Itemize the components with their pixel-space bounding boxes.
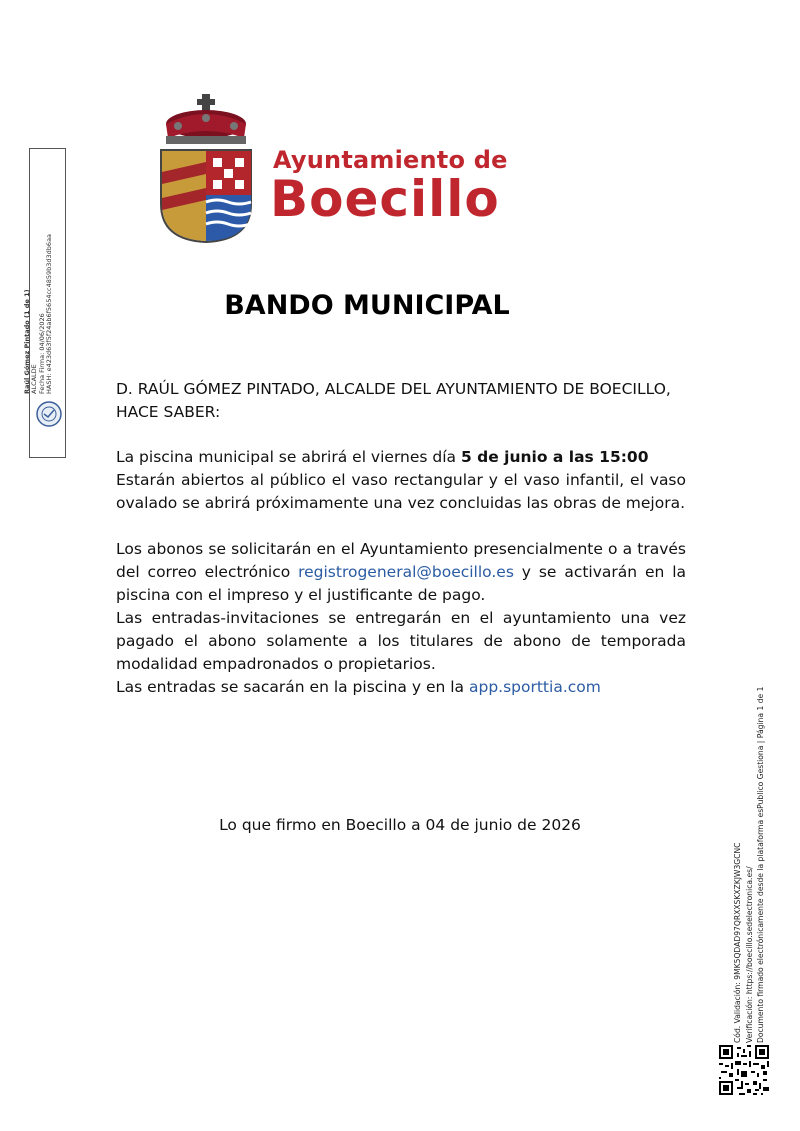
- passes-line-7: [116, 676, 686, 699]
- qr-code-icon: [719, 1045, 769, 1095]
- signature-hash: HASH: e423d63f5f24ab6f5654cc4859b3d3db6aa: [45, 233, 54, 394]
- brand-name-line2: Boecillo: [270, 170, 500, 228]
- passes-line-4: Las entradas-invitaciones se entregarán en el ayuntamiento una vez: [116, 609, 686, 627]
- signature-date: Fecha Firma: 04/06/2026: [37, 313, 46, 394]
- passes-line-7-prefix: Las entradas se sacarán en la piscina y en la: [116, 678, 469, 696]
- seal-icon: [35, 400, 63, 428]
- email-link[interactable]: registrogeneral@boecillo.es: [298, 563, 514, 581]
- opening-line-2: Estarán abiertos al público el vaso rectangular y el vaso infantil, el vaso: [116, 471, 686, 489]
- opening-date: 5 de junio a las 15:00: [460, 448, 649, 466]
- passes-line-2-prefix: del correo electrónico: [116, 563, 299, 581]
- validation-text: [732, 687, 767, 1043]
- signoff-line: Lo que firmo en Boecillo a 04 de junio de 2026: [219, 816, 581, 834]
- validation-url[interactable]: Verificación: https://boecillo.sedelectronica.es/: [744, 866, 754, 1043]
- passes-line-2-suffix: y se activarán en la: [513, 563, 686, 581]
- passes-line-3: piscina con el impreso y el justificante de pago.: [116, 586, 486, 604]
- signer-role: ALCALDE: [30, 364, 39, 394]
- brand-name-line1: Ayuntamiento de: [273, 146, 508, 174]
- passes-line-1: Los abonos se solicitarán en el Ayuntamiento presencialmente o a través: [116, 540, 686, 558]
- page-title: BANDO MUNICIPAL: [224, 290, 510, 321]
- paragraph-passes: [116, 538, 686, 699]
- signer-name: Raúl Gómez Pintado (1 de 1): [23, 289, 31, 394]
- intro-line-1: D. RAÚL GÓMEZ PINTADO, ALCALDE DEL AYUNTAMIENTO DE BOECILLO,: [116, 380, 671, 398]
- signature-details: [24, 234, 54, 394]
- coat-of-arms-icon: [158, 94, 254, 244]
- intro-block: [116, 378, 686, 424]
- opening-line-3: ovalado se abrirá próximamente una vez concluidas las obras de mejora.: [116, 494, 686, 512]
- paragraph-opening: [116, 446, 686, 515]
- passes-line-2: [116, 561, 686, 584]
- opening-text: La piscina municipal se abrirá el viernes día: [116, 448, 461, 466]
- passes-line-5: pagado el abono solamente a los titulares de abono de temporada: [116, 632, 686, 650]
- app-link[interactable]: app.sporttia.com: [468, 678, 601, 696]
- validation-platform: Documento firmado electrónicamente desde la plataforma esPublico Gestiona | Página 1 de 1: [756, 686, 765, 1043]
- opening-line-1: [116, 446, 686, 469]
- intro-line-2: HACE SABER:: [116, 403, 221, 421]
- passes-line-6: modalidad empadronados o propietarios.: [116, 655, 436, 673]
- validation-code: Cód. Validación: 9MK5QDAD97QRXXSKXZKJW3GCNC: [733, 842, 742, 1043]
